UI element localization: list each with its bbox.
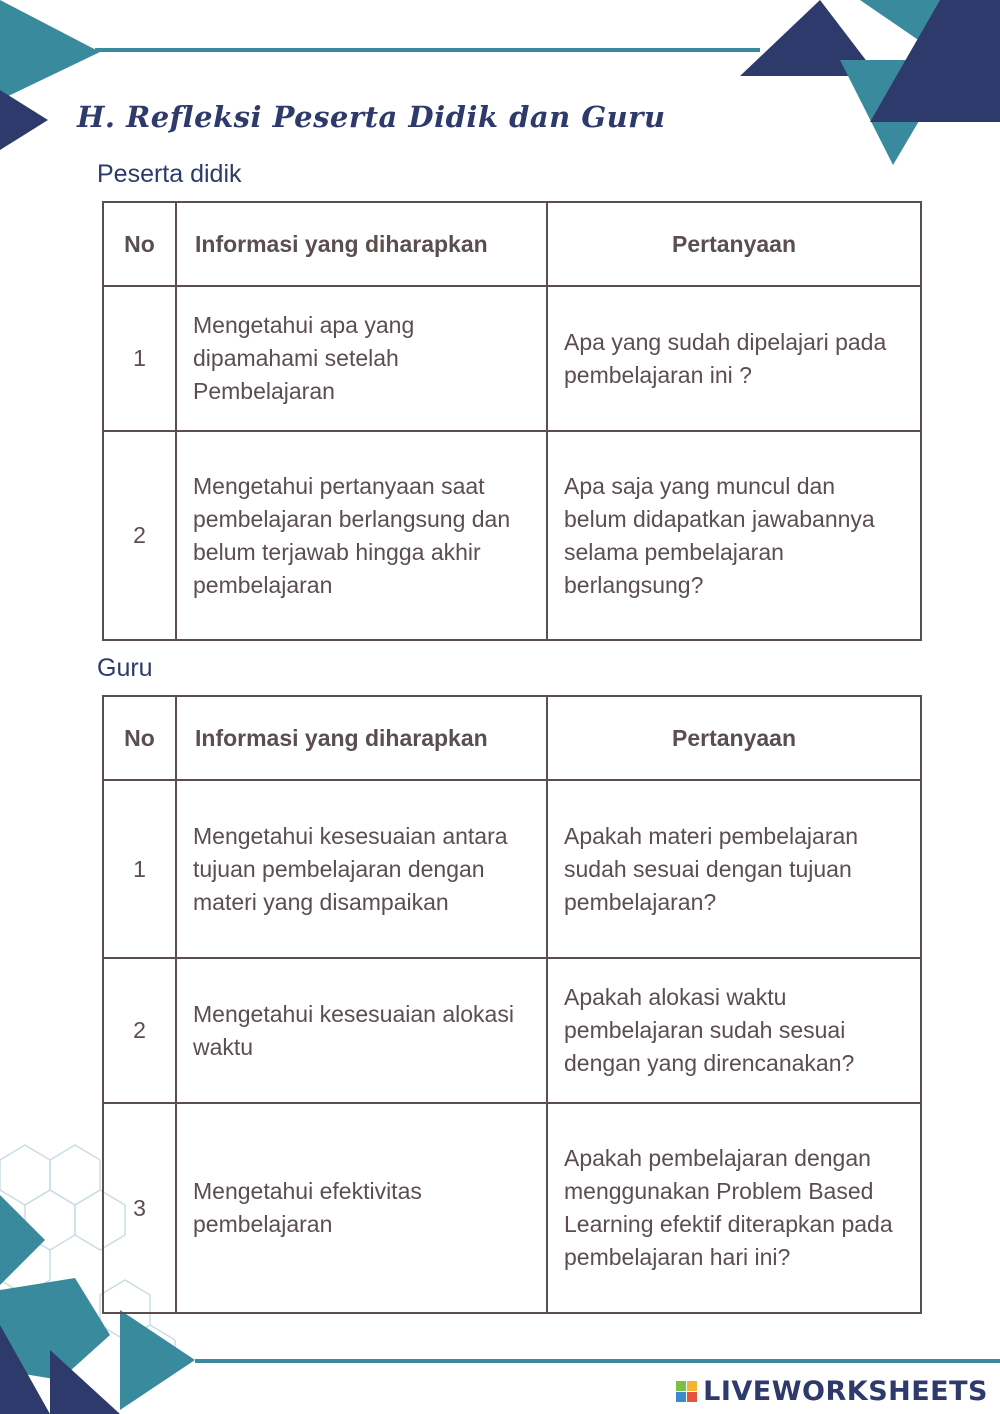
row-info: Mengetahui apa yang dipamahami setelah Pembelajaran — [176, 286, 547, 431]
bottom-left-teal-triangle-b — [120, 1310, 195, 1410]
guru-heading: Guru — [97, 654, 153, 682]
header-question: Pertanyaan — [547, 202, 921, 286]
guru-table — [102, 695, 922, 1314]
top-left-teal-triangle — [0, 0, 100, 100]
table-row — [103, 431, 921, 640]
table-row — [103, 1103, 921, 1313]
bottom-left-teal-triangle-a — [0, 1195, 45, 1285]
table-row — [103, 286, 921, 431]
row-question: Apa saja yang muncul dan belum didapatkan jawabannya selama pembelajaran berlangsung? — [547, 431, 921, 640]
section-title: H. Refleksi Peserta Didik dan Guru — [77, 100, 666, 134]
table-row — [103, 958, 921, 1103]
row-no: 3 — [103, 1103, 176, 1313]
liveworksheets-brand[interactable] — [676, 1376, 988, 1407]
row-question: Apakah materi pembelajaran sudah sesuai dengan tujuan pembelajaran? — [547, 780, 921, 958]
row-no: 2 — [103, 958, 176, 1103]
row-question: Apa yang sudah dipelajari pada pembelajaran ini ? — [547, 286, 921, 431]
table-header-row — [103, 696, 921, 780]
header-info: Informasi yang diharapkan — [176, 202, 547, 286]
liveworksheets-logo-icon — [676, 1381, 697, 1402]
header-info: Informasi yang diharapkan — [176, 696, 547, 780]
table-header-row — [103, 202, 921, 286]
top-left-navy-triangle — [0, 90, 48, 150]
row-info: Mengetahui kesesuaian antara tujuan pembelajaran dengan materi yang disampaikan — [176, 780, 547, 958]
row-no: 1 — [103, 780, 176, 958]
row-no: 1 — [103, 286, 176, 431]
brand-name: LIVEWORKSHEETS — [703, 1376, 988, 1407]
row-question: Apakah pembelajaran dengan menggunakan Problem Based Learning efektif diterapkan pada pembelajaran hari ini? — [547, 1103, 921, 1313]
peserta-heading: Peserta didik — [97, 160, 242, 188]
footer-rule — [195, 1359, 1000, 1363]
header-no: No — [103, 202, 176, 286]
header-no: No — [103, 696, 176, 780]
row-info: Mengetahui kesesuaian alokasi waktu — [176, 958, 547, 1103]
row-info: Mengetahui efektivitas pembelajaran — [176, 1103, 547, 1313]
table-row — [103, 780, 921, 958]
row-info: Mengetahui pertanyaan saat pembelajaran berlangsung dan belum terjawab hingga akhir pembelajaran — [176, 431, 547, 640]
peserta-table — [102, 201, 922, 641]
header-rule — [95, 48, 760, 52]
row-question: Apakah alokasi waktu pembelajaran sudah sesuai dengan yang direncanakan? — [547, 958, 921, 1103]
row-no: 2 — [103, 431, 176, 640]
header-question: Pertanyaan — [547, 696, 921, 780]
